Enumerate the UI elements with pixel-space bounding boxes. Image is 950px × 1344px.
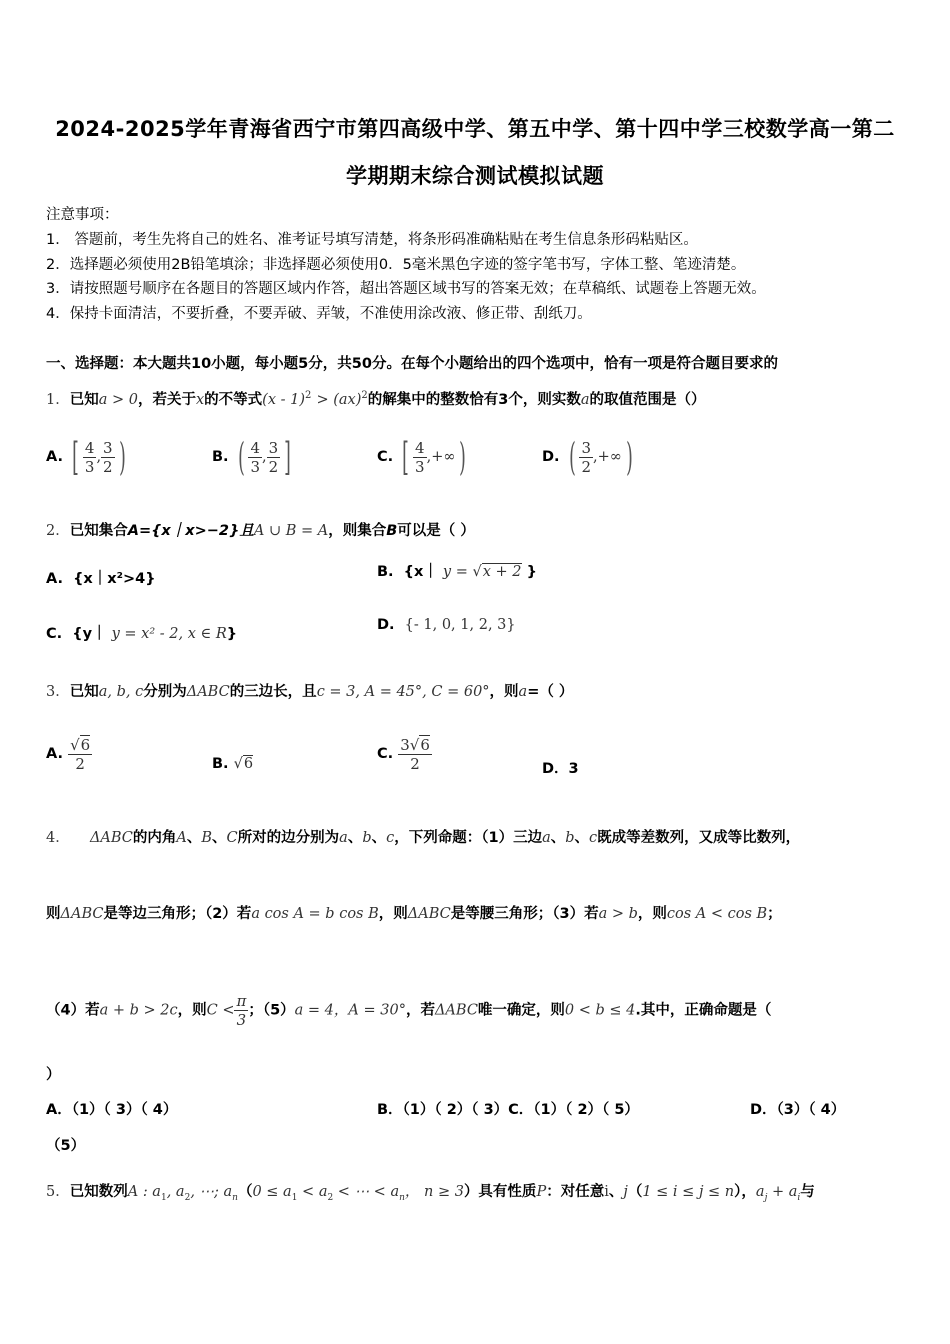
question-4-line2: 则ΔABC是等边三角形；（2）若a cos A = b cos B，则ΔABC是等腰三角形；（3）若a > b，则cos A < cos B； [46,906,782,922]
q2-number: 2． [46,523,70,539]
question-4-line1: 4． ΔABC的内角A、B、C所对的边分别为a、b、c，下列命题：（1）三边a、b、c既成等差数列，又成等比数列， [46,830,801,846]
q3-option-b[interactable]: B. √6 [212,756,254,772]
q5-number: 5． [46,1184,70,1200]
q2-option-c[interactable]: C. {y｜ y = x² - 2, x ∈ R} [46,626,238,642]
note-item-3: 3．请按照题号顺序在各题目的答题区域内作答，超出答题区域书写的答案无效；在草稿纸、试题卷上答题无效。 [46,281,766,297]
exam-title-line2: 学期期末综合测试模拟试题 [346,164,604,188]
question-4-line3: （4）若a + b > 2c，则C < $\frac{\pi}{3}$ ；（5）a = 4，A = 30°，若ΔABC唯一确定，则0 < b ≤ 4.其中，正确命题是（ [46,992,772,1029]
note-item-4: 4．保持卡面清洁，不要折叠，不要弄破、弄皱，不准使用涂改液、修正带、刮纸刀。 [46,306,592,322]
q4-option-d[interactable]: D．（3）（ 4） [750,1102,846,1118]
section-heading: 一、选择题：本大题共10小题，每小题5分，共50分。在每个小题给出的四个选项中，恰有一项是符合题目要求的 [46,356,778,372]
q4-number: 4． [46,830,70,846]
q1-option-d[interactable]: D. ( $\frac{3}{2}$ ,+∞ ) [542,435,633,479]
note-item-2: 2．选择题必须使用2B铅笔填涂；非选择题必须使用0．5毫米黑色字迹的签字笔书写，字体工整、笔迹清楚。 [46,257,746,273]
q3-option-d[interactable]: D．3 [542,761,579,777]
q2-option-d[interactable]: D. {- 1, 0, 1, 2, 3} [377,617,516,633]
exam-title-line1: 2024-2025学年青海省西宁市第四高级中学、第五中学、第十四中学三校数学高一第二 [55,117,895,141]
q1-option-a[interactable]: A. [ $\frac{4}{3}$ , $\frac{3}{2}$ ) [46,435,126,479]
q3-option-a[interactable]: A. $\frac{√6}{2}$ [46,736,91,773]
q1-number: 1． [46,392,70,408]
q4-option-d-cont: （5） [46,1138,86,1154]
q4-option-b-c[interactable]: B．（1）（ 2）（ 3）C．（1）（ 2）（ 5） [377,1102,639,1118]
q2-option-a[interactable]: A. {x｜x²>4} [46,571,156,587]
q1-option-b[interactable]: B. ( $\frac{4}{3}$ , $\frac{3}{2}$ ] [212,435,291,479]
question-5: 5．已知数列A : $a_1$, $a_2$, ⋯; $a_n(0 \le a_1 < a_2$ < ⋯ < $a_n$， n ≥ 3）具有性质P：对任意i、j（1 ≤ i ≤ j ≤ n），$a_j + a_i$与 [46,1184,815,1203]
question-1: 1．已知a > 0，若关于x的不等式(x - 1)$^2$ > (ax)$^2$的解集中的整数恰有3个，则实数a的取值范围是（） [46,390,706,408]
q2-option-b[interactable]: B. {x｜ y = √x + 2 } [377,564,537,580]
notes-heading: 注意事项： [46,207,119,223]
q4-option-a[interactable]: A．（1）（ 3）（ 4） [46,1102,178,1118]
question-3: 3．已知a, b, c分别为ΔABC的三边长，且c = 3, A = 45°, C = 60°，则a=（ ） [46,684,574,700]
q3-number: 3． [46,684,70,700]
q1-option-c[interactable]: C. [ $\frac{4}{3}$ ,+∞ ) [377,435,467,479]
note-item-1: 1． 答题前，考生先将自己的姓名、准考证号填写清楚，将条形码准确粘贴在考生信息条形码粘贴区。 [46,232,698,248]
q3-option-c[interactable]: C. $\frac{3√6}{2}$ [377,736,430,773]
question-2: 2．已知集合A={x｜x>−2}且A ∪ B = A，则集合B可以是（ ） [46,523,475,539]
question-4-line4: ） [46,1067,61,1083]
